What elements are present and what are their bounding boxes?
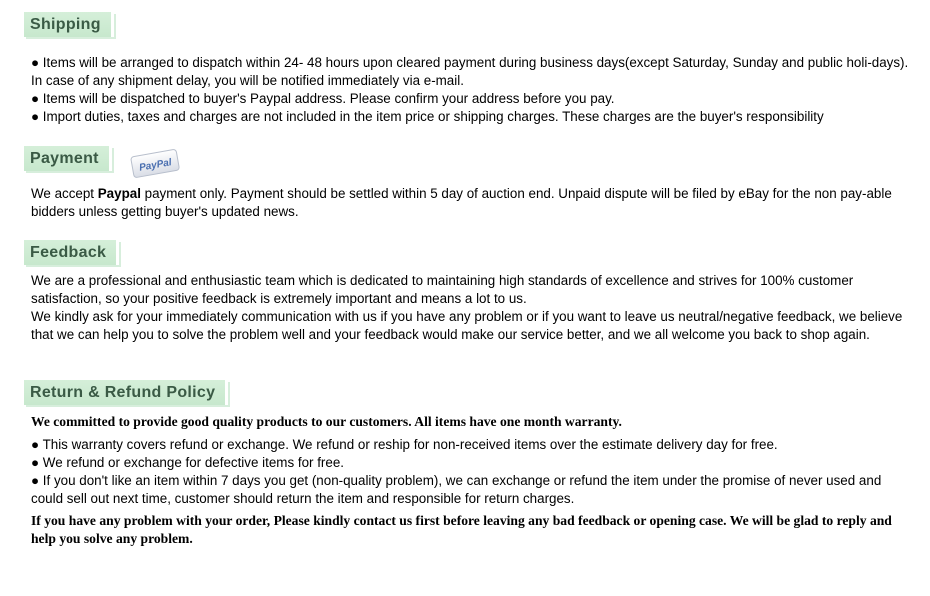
return-policy-item: ● If you don't like an item within 7 days you get (non-quality problem), we can exchange or refund the item under the promise of never used and could sell out next time, customer should return the item and responsible for return charges.: [31, 473, 882, 506]
feedback-paragraph: We kindly ask for your immediately communication with us if you have any problem or if you want to leave us neutral/negative feedback, we believe that we can help you to solve the problem well and your feedback would make our service better, and we all welcome you back to shop again.: [31, 309, 903, 342]
shipping-heading: Shipping: [24, 12, 114, 37]
payment-text-bold: Paypal: [97, 186, 141, 201]
return-policy-intro: We committed to provide good quality products to our customers. All items have one month warranty.: [31, 414, 622, 429]
feedback-heading: Feedback: [24, 240, 119, 265]
shipping-list: [31, 54, 915, 126]
return-policy-item: ● We refund or exchange for defective items for free.: [31, 455, 344, 470]
return-policy-closing: If you have any problem with your order, Please kindly contact us first before leaving any bad feedback or opening case. We will be glad to reply and help you solve any problem.: [31, 513, 892, 546]
return-policy-heading: Return & Refund Policy: [24, 380, 228, 405]
feedback-paragraph: We are a professional and enthusiastic team which is dedicated to maintaining high standards of excellence and strives for 100% customer satisfaction, so your positive feedback is extremely important and means a lot to us.: [31, 273, 854, 306]
payment-heading: Payment: [24, 146, 112, 171]
payment-paragraph: [31, 185, 915, 221]
payment-text-after: payment only. Payment should be settled within 5 day of auction end. Unpaid dispute will be filed by eBay for the non pay-able bidders unless getting buyer's updated news.: [31, 186, 892, 219]
shipping-item: ● Import duties, taxes and charges are not included in the item price or shipping charges. These charges are the buyer's responsibility: [31, 109, 824, 124]
return-policy-text: [31, 413, 915, 548]
feedback-text: [31, 272, 915, 344]
payment-text-before: We accept: [31, 186, 98, 201]
shipping-item: ● Items will be arranged to dispatch within 24- 48 hours upon cleared payment during business days(except Saturday, Sunday and public holi-days). In case of any shipment delay, you will be notified immediately via e-mail.: [31, 55, 909, 88]
paypal-logo-icon: [128, 146, 182, 180]
return-policy-item: ● This warranty covers refund or exchange. We refund or reship for non-received items over the estimate delivery day for free.: [31, 437, 778, 452]
paypal-logo-text: PayPal: [138, 157, 173, 174]
shipping-item: ● Items will be dispatched to buyer's Paypal address. Please confirm your address before you pay.: [31, 91, 615, 106]
payment-text: [31, 185, 915, 221]
